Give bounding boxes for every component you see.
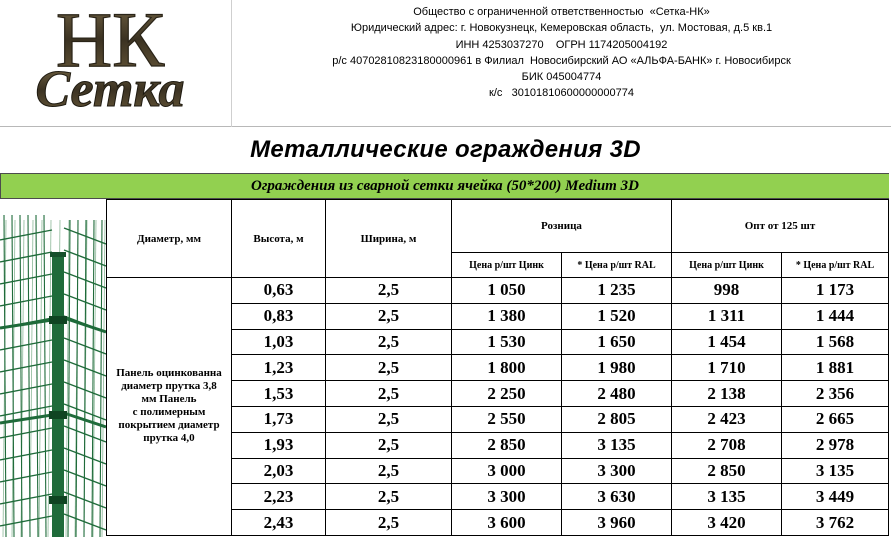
opt-ral-price: 2 978 [782, 432, 889, 458]
width-cell: 2,5 [326, 510, 452, 536]
width-cell: 2,5 [326, 278, 452, 304]
header-row [107, 200, 889, 253]
height-cell: 1,73 [232, 406, 326, 432]
retail-ral-price: 3 300 [562, 458, 672, 484]
retail-zinc-price: 1 050 [452, 278, 562, 304]
opt-zinc-price: 1 454 [672, 329, 782, 355]
opt-ral-price: 1 568 [782, 329, 889, 355]
opt-ral-price: 1 444 [782, 303, 889, 329]
retail-zinc-price: 1 800 [452, 355, 562, 381]
opt-zinc-price: 2 850 [672, 458, 782, 484]
opt-zinc-price: 2 708 [672, 432, 782, 458]
opt-zinc-price: 998 [672, 278, 782, 304]
retail-zinc-price: 2 250 [452, 381, 562, 407]
col-header-wholesale: Опт от 125 шт [672, 200, 889, 253]
company-line: Юридический адрес: г. Новокузнецк, Кемеровская область, ул. Мостовая, д.5 кв.1 [350, 22, 773, 35]
company-details [232, 4, 891, 102]
description-line: Панель оцинкованна [116, 367, 222, 380]
company-logo [6, 4, 228, 122]
height-cell: 1,53 [232, 381, 326, 407]
height-cell: 1,93 [232, 432, 326, 458]
opt-ral-price: 3 135 [782, 458, 889, 484]
height-cell: 2,03 [232, 458, 326, 484]
height-cell: 0,63 [232, 278, 326, 304]
height-cell: 1,23 [232, 355, 326, 381]
product-subtitle: Ограждения из сварной сетки ячейка (50*200) Medium 3D [0, 173, 889, 199]
width-cell: 2,5 [326, 381, 452, 407]
opt-ral-price: 2 356 [782, 381, 889, 407]
height-cell: 2,23 [232, 484, 326, 510]
retail-zinc-price: 2 850 [452, 432, 562, 458]
retail-zinc-price: 3 000 [452, 458, 562, 484]
opt-zinc-price: 3 135 [672, 484, 782, 510]
col-header-retail-ral: * Цена р/шт RAL [562, 253, 672, 278]
description-line: мм Панель [141, 393, 197, 406]
col-header-opt-zinc: Цена р/шт Цинк [672, 253, 782, 278]
opt-zinc-price: 2 138 [672, 381, 782, 407]
price-table [106, 199, 889, 536]
table-row [107, 278, 889, 304]
letterhead [0, 0, 891, 127]
retail-zinc-price: 3 600 [452, 510, 562, 536]
retail-zinc-price: 2 550 [452, 406, 562, 432]
retail-ral-price: 2 805 [562, 406, 672, 432]
retail-ral-price: 2 480 [562, 381, 672, 407]
height-cell: 2,43 [232, 510, 326, 536]
width-cell: 2,5 [326, 432, 452, 458]
col-header-width: Ширина, м [326, 200, 452, 278]
col-header-retail-zinc: Цена р/шт Цинк [452, 253, 562, 278]
retail-zinc-price: 1 380 [452, 303, 562, 329]
retail-ral-price: 1 650 [562, 329, 672, 355]
company-line: к/с 30101810600000000774 [489, 87, 634, 100]
col-header-retail: Розница [452, 200, 672, 253]
width-cell: 2,5 [326, 406, 452, 432]
description-line: покрытием диаметр [118, 419, 220, 432]
width-cell: 2,5 [326, 329, 452, 355]
fence-panel-image [0, 200, 106, 537]
description-line: с полимерным [132, 406, 206, 419]
retail-zinc-price: 1 530 [452, 329, 562, 355]
retail-ral-price: 1 980 [562, 355, 672, 381]
col-header-height: Высота, м [232, 200, 326, 278]
col-header-opt-ral: * Цена р/шт RAL [782, 253, 889, 278]
retail-ral-price: 3 630 [562, 484, 672, 510]
logo-word-setka: Сетка [35, 61, 185, 118]
opt-ral-price: 2 665 [782, 406, 889, 432]
col-header-diameter: Диаметр, мм [107, 200, 232, 278]
width-cell: 2,5 [326, 303, 452, 329]
page-title: Металлические ограждения 3D [250, 136, 641, 163]
height-cell: 0,83 [232, 303, 326, 329]
description-line: прутка 4,0 [143, 432, 195, 445]
opt-ral-price: 1 881 [782, 355, 889, 381]
opt-ral-price: 1 173 [782, 278, 889, 304]
width-cell: 2,5 [326, 484, 452, 510]
product-description [107, 278, 232, 536]
retail-ral-price: 3 135 [562, 432, 672, 458]
company-line: Общество с ограниченной ответственностью «Сетка-НК» [413, 6, 710, 18]
company-line: БИК 045004774 [521, 71, 602, 84]
retail-ral-price: 1 520 [562, 303, 672, 329]
retail-zinc-price: 3 300 [452, 484, 562, 510]
description-line: диаметр прутка 3,8 [121, 380, 217, 393]
retail-ral-price: 1 235 [562, 278, 672, 304]
retail-ral-price: 3 960 [562, 510, 672, 536]
opt-zinc-price: 2 423 [672, 406, 782, 432]
height-cell: 1,03 [232, 329, 326, 355]
company-line: р/с 40702810823180000961 в Филиал Новосибирский АО «АЛЬФА-БАНК» г. Новосибирск [332, 54, 791, 67]
company-line: ИНН 4253037270 ОГРН 1174205004192 [455, 38, 668, 51]
opt-zinc-price: 1 311 [672, 303, 782, 329]
width-cell: 2,5 [326, 458, 452, 484]
logo-letters-nk: НК [55, 4, 165, 83]
opt-ral-price: 3 449 [782, 484, 889, 510]
width-cell: 2,5 [326, 355, 452, 381]
opt-ral-price: 3 762 [782, 510, 889, 536]
opt-zinc-price: 3 420 [672, 510, 782, 536]
opt-zinc-price: 1 710 [672, 355, 782, 381]
